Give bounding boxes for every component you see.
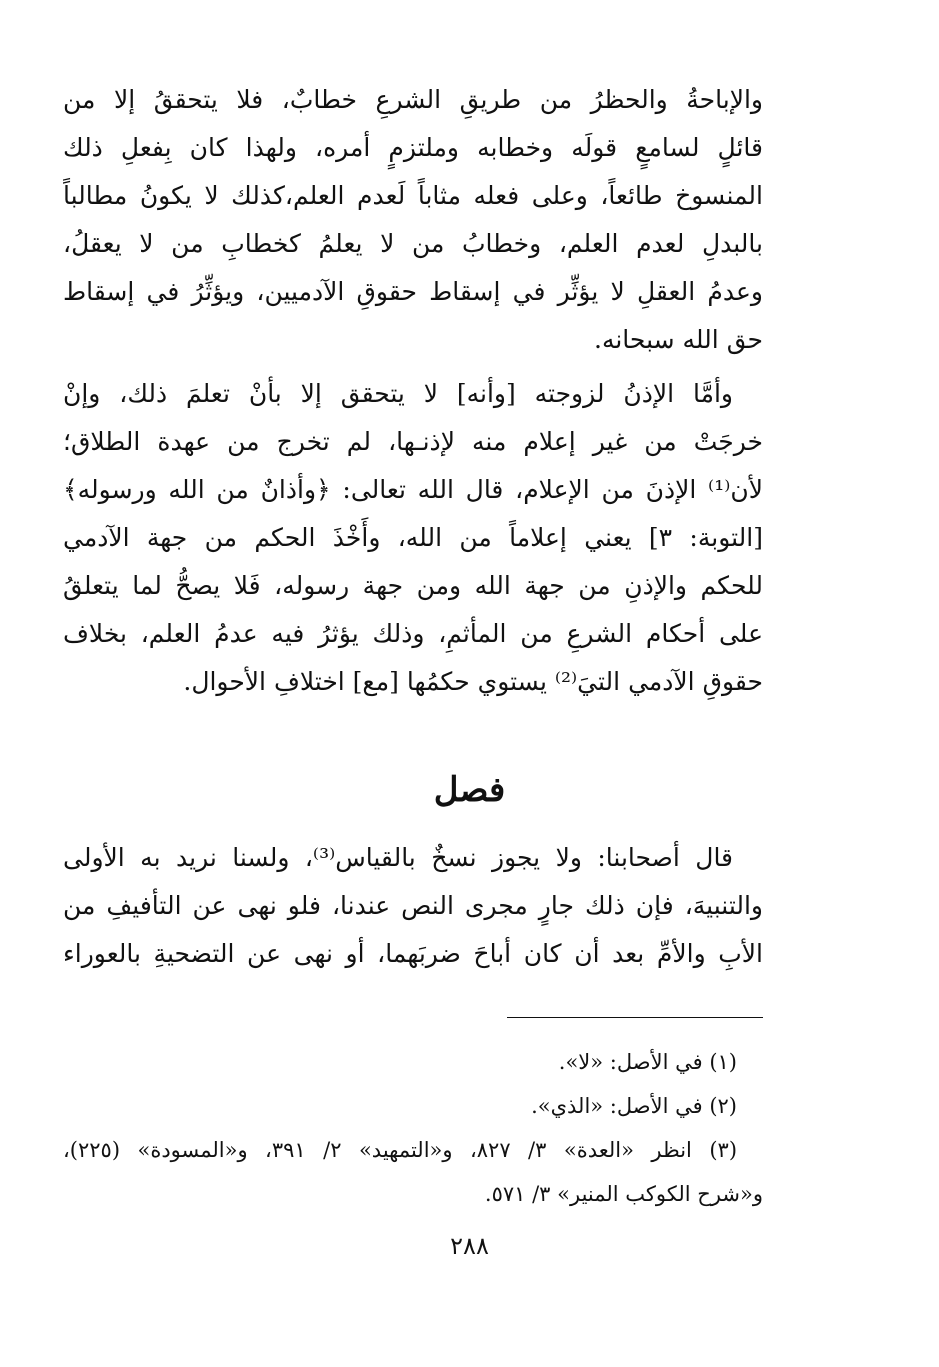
text-line: قال أصحابنا: ولا يجوز نسخٌ بالقياس⁽³⁾، ولسنا نريد به الأولى	[63, 843, 734, 872]
text-line: حقوقِ الآدمي التيَ⁽²⁾ يستوي حكمُها [مع] اختلافِ الأحوال.	[183, 667, 763, 696]
text-line: [التوبة: ٣] يعني إعلاماً من الله، وأَخْذَ الحكم من جهة الآدمي	[63, 523, 763, 552]
footnote-item: (٢) في الأصل: «الذي».	[531, 1094, 737, 1118]
paragraph-1	[63, 76, 763, 364]
footnote-item: (٣) انظر «العدة» ٣/ ٨٢٧، و«التمهيد» ٢/ ٣٩١، و«المسودة» (٢٢٥)،	[63, 1138, 738, 1162]
footnote-item: (١) في الأصل: «لا».	[558, 1050, 737, 1074]
text-line: وأمَّا الإذنُ لزوجته [وأنه] لا يتحقق إلا بأنْ تعلمَ ذلك، وإنْ	[63, 379, 733, 408]
paragraph-2	[63, 370, 763, 706]
text-line: قائلٍ لسامعٍ قولَه وخطابه وملتزمٍ أمره، ولهذا كان بِفعلِ ذلك	[63, 133, 763, 162]
text-line: حق الله سبحانه.	[594, 325, 763, 354]
footnotes	[63, 1040, 763, 1216]
text-line: للحكم والإذنِ من جهة الله ومن جهة رسوله، فَلا يصحُّ لما يتعلقُ	[63, 571, 763, 600]
text-line: لأن⁽¹⁾ الإذنَ من الإعلام، قال الله تعالى: ﴿وأذانٌ من الله ورسوله﴾	[63, 475, 763, 504]
section-heading: فصل	[433, 770, 506, 810]
text-line: على أحكام الشرعِ من المأثمِ، وذلك يؤثرُ فيه عدمُ العلم، بخلاف	[63, 619, 763, 648]
text-line: خرجَتْ من غير إعلام منه لإذنـها، لم تخرج من عهدة الطلاق؛	[63, 427, 763, 456]
text-line: والإباحةُ والحظرُ من طريقِ الشرعِ خطابٌ، فلا يتحققُ إلا من	[63, 85, 763, 114]
text-line: والتنبيهَ، فإن ذلك جارٍ مجرى النص عندنا، فلو نهى عن التأفيفِ من	[63, 891, 763, 920]
text-line: الأبِ والأمِّ بعد أن كان أباحَ ضربَهما، أو نهى عن التضحيةِ بالعوراء	[63, 939, 763, 968]
text-line: بالبدلِ لعدم العلم، وخطابُ من لا يعلمُ كخطابِ من لا يعقلُ،	[63, 229, 763, 258]
text-line: وعدمُ العقلِ لا يؤثِّر في إسقاط حقوقِ الآدميين، ويؤثِّرُ في إسقاط	[63, 277, 763, 306]
footnote-separator	[507, 1017, 763, 1018]
paragraph-3	[63, 834, 763, 978]
text-line: المنسوخ طائعاً، وعلى فعله مثاباً لَعدم العلم،كذلك لا يكونُ مطالباً	[63, 181, 763, 210]
page-number: ٢٨٨	[450, 1232, 489, 1260]
footnote-item-continued: و«شرح الكوكب المنير» ٣/ ٥٧١.	[484, 1182, 763, 1206]
